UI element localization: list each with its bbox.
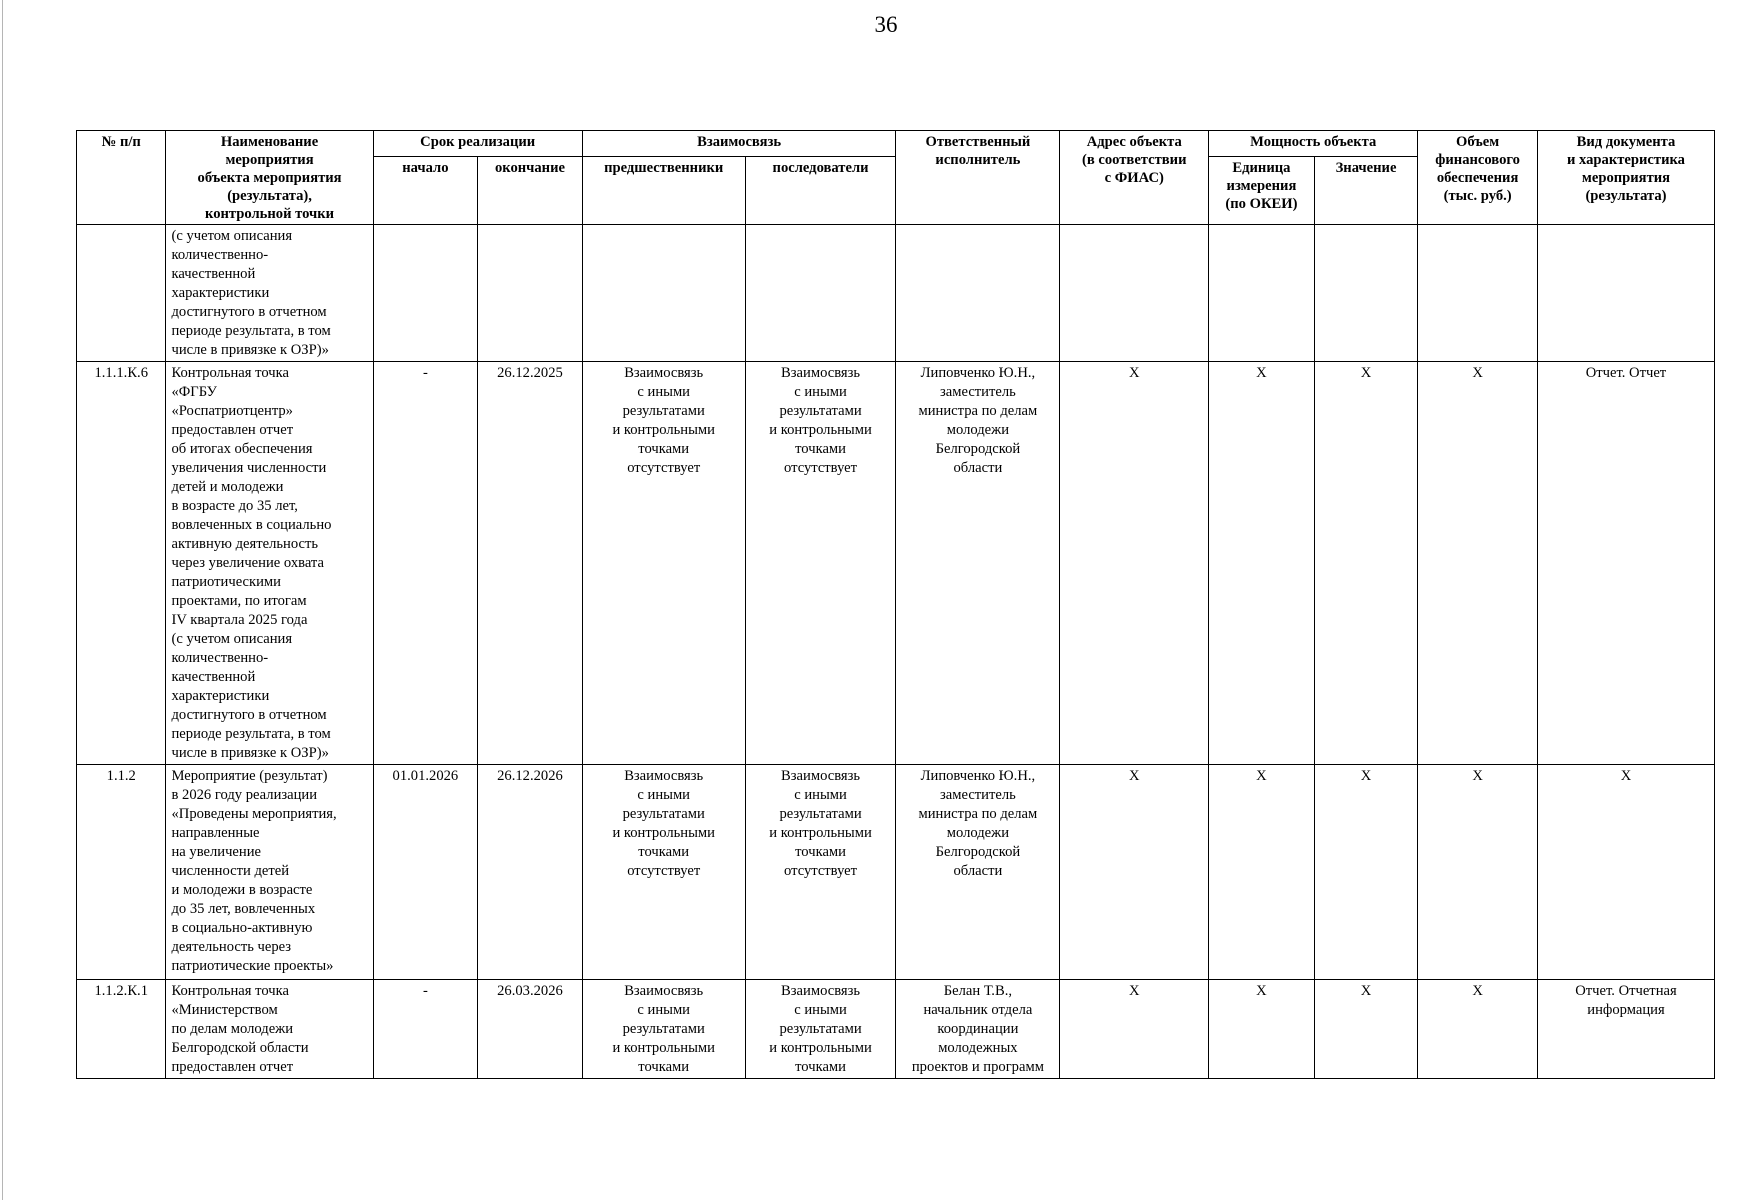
header-term: Срок реализации [373,131,582,157]
header-address: Адрес объекта (в соответствии с ФИАС) [1060,131,1209,225]
table-row [77,362,1715,765]
header-doc: Вид документа и характеристика мероприятия (результата) [1537,131,1714,225]
cell-address: X [1060,362,1209,765]
cell-predecessors: Взаимосвязь с иными результатами и контрольными точками [582,980,745,1079]
cell-value: X [1314,765,1418,980]
table-row [77,765,1715,980]
cell-responsible: Липовченко Ю.Н., заместитель министра по делам молодежи Белгородской области [896,765,1060,980]
cell-successors [745,225,896,362]
cell-num: 1.1.2.К.1 [77,980,166,1079]
cell-responsible: Белан Т.В., начальник отдела координации молодежных проектов и программ [896,980,1060,1079]
cell-address: X [1060,765,1209,980]
header-row-1 [77,131,1715,157]
cell-finance: X [1418,980,1538,1079]
cell-unit: X [1209,765,1315,980]
page-edge [2,0,3,1200]
cell-unit: X [1209,362,1315,765]
cell-predecessors: Взаимосвязь с иными результатами и контрольными точками отсутствует [582,765,745,980]
cell-num: 1.1.2 [77,765,166,980]
cell-doc: X [1537,765,1714,980]
page-number: 36 [874,12,898,37]
header-link: Взаимосвязь [582,131,896,157]
cell-successors: Взаимосвязь с иными результатами и контрольными точками [745,980,896,1079]
header-start: начало [373,156,478,224]
plan-table [76,130,1715,1079]
cell-successors: Взаимосвязь с иными результатами и контрольными точками отсутствует [745,362,896,765]
header-value: Значение [1314,156,1418,224]
cell-num [77,225,166,362]
cell-doc: Отчет. Отчет [1537,362,1714,765]
cell-name: Мероприятие (результат) в 2026 году реализации «Проведены мероприятия, направленные на увеличение численности детей и молодежи в возрасте до 35 лет, вовлеченных в социально-активную деятельность через патриотические проекты» [166,765,373,980]
cell-address: X [1060,980,1209,1079]
header-responsible: Ответственный исполнитель [896,131,1060,225]
cell-start: - [373,980,478,1079]
cell-num: 1.1.1.К.6 [77,362,166,765]
cell-value: X [1314,362,1418,765]
header-successors: последователи [745,156,896,224]
cell-value: X [1314,980,1418,1079]
cell-finance [1418,225,1538,362]
cell-name: Контрольная точка «Министерством по делам молодежи Белгородской области предоставлен отчет [166,980,373,1079]
cell-finance: X [1418,362,1538,765]
cell-start [373,225,478,362]
cell-finance: X [1418,765,1538,980]
cell-start: - [373,362,478,765]
header-num: № п/п [77,131,166,225]
header-predecessors: предшественники [582,156,745,224]
header-unit: Единица измерения (по ОКЕИ) [1209,156,1315,224]
cell-end: 26.03.2026 [478,980,583,1079]
cell-predecessors: Взаимосвязь с иными результатами и контрольными точками отсутствует [582,362,745,765]
cell-doc: Отчет. Отчетная информация [1537,980,1714,1079]
cell-name: Контрольная точка «ФГБУ «Роспатриотцентр» предоставлен отчет об итогах обеспечения увеличения численности детей и молодежи в возрасте до 35 лет, вовлеченных в социально активную деятельность через увеличение охвата патриотическими проектами, по итогам IV квартала 2025 года (с учетом описания количественно- качественной характеристики достигнутого в отчетном периоде результата, в том числе в привязке к ОЗР)» [166,362,373,765]
cell-responsible [896,225,1060,362]
cell-start: 01.01.2026 [373,765,478,980]
cell-doc [1537,225,1714,362]
cell-address [1060,225,1209,362]
cell-predecessors [582,225,745,362]
cell-unit [1209,225,1315,362]
cell-end [478,225,583,362]
cell-end: 26.12.2026 [478,765,583,980]
table-row-continuation [77,225,1715,362]
header-name: Наименование мероприятия объекта мероприятия (результата), контрольной точки [166,131,373,225]
header-power: Мощность объекта [1209,131,1418,157]
table-row [77,980,1715,1079]
cell-unit: X [1209,980,1315,1079]
cell-value [1314,225,1418,362]
cell-successors: Взаимосвязь с иными результатами и контрольными точками отсутствует [745,765,896,980]
cell-responsible: Липовченко Ю.Н., заместитель министра по делам молодежи Белгородской области [896,362,1060,765]
cell-name: (с учетом описания количественно- качественной характеристики достигнутого в отчетном периоде результата, в том числе в привязке к ОЗР)» [166,225,373,362]
header-finance: Объем финансового обеспечения (тыс. руб.) [1418,131,1538,225]
header-end: окончание [478,156,583,224]
cell-end: 26.12.2025 [478,362,583,765]
